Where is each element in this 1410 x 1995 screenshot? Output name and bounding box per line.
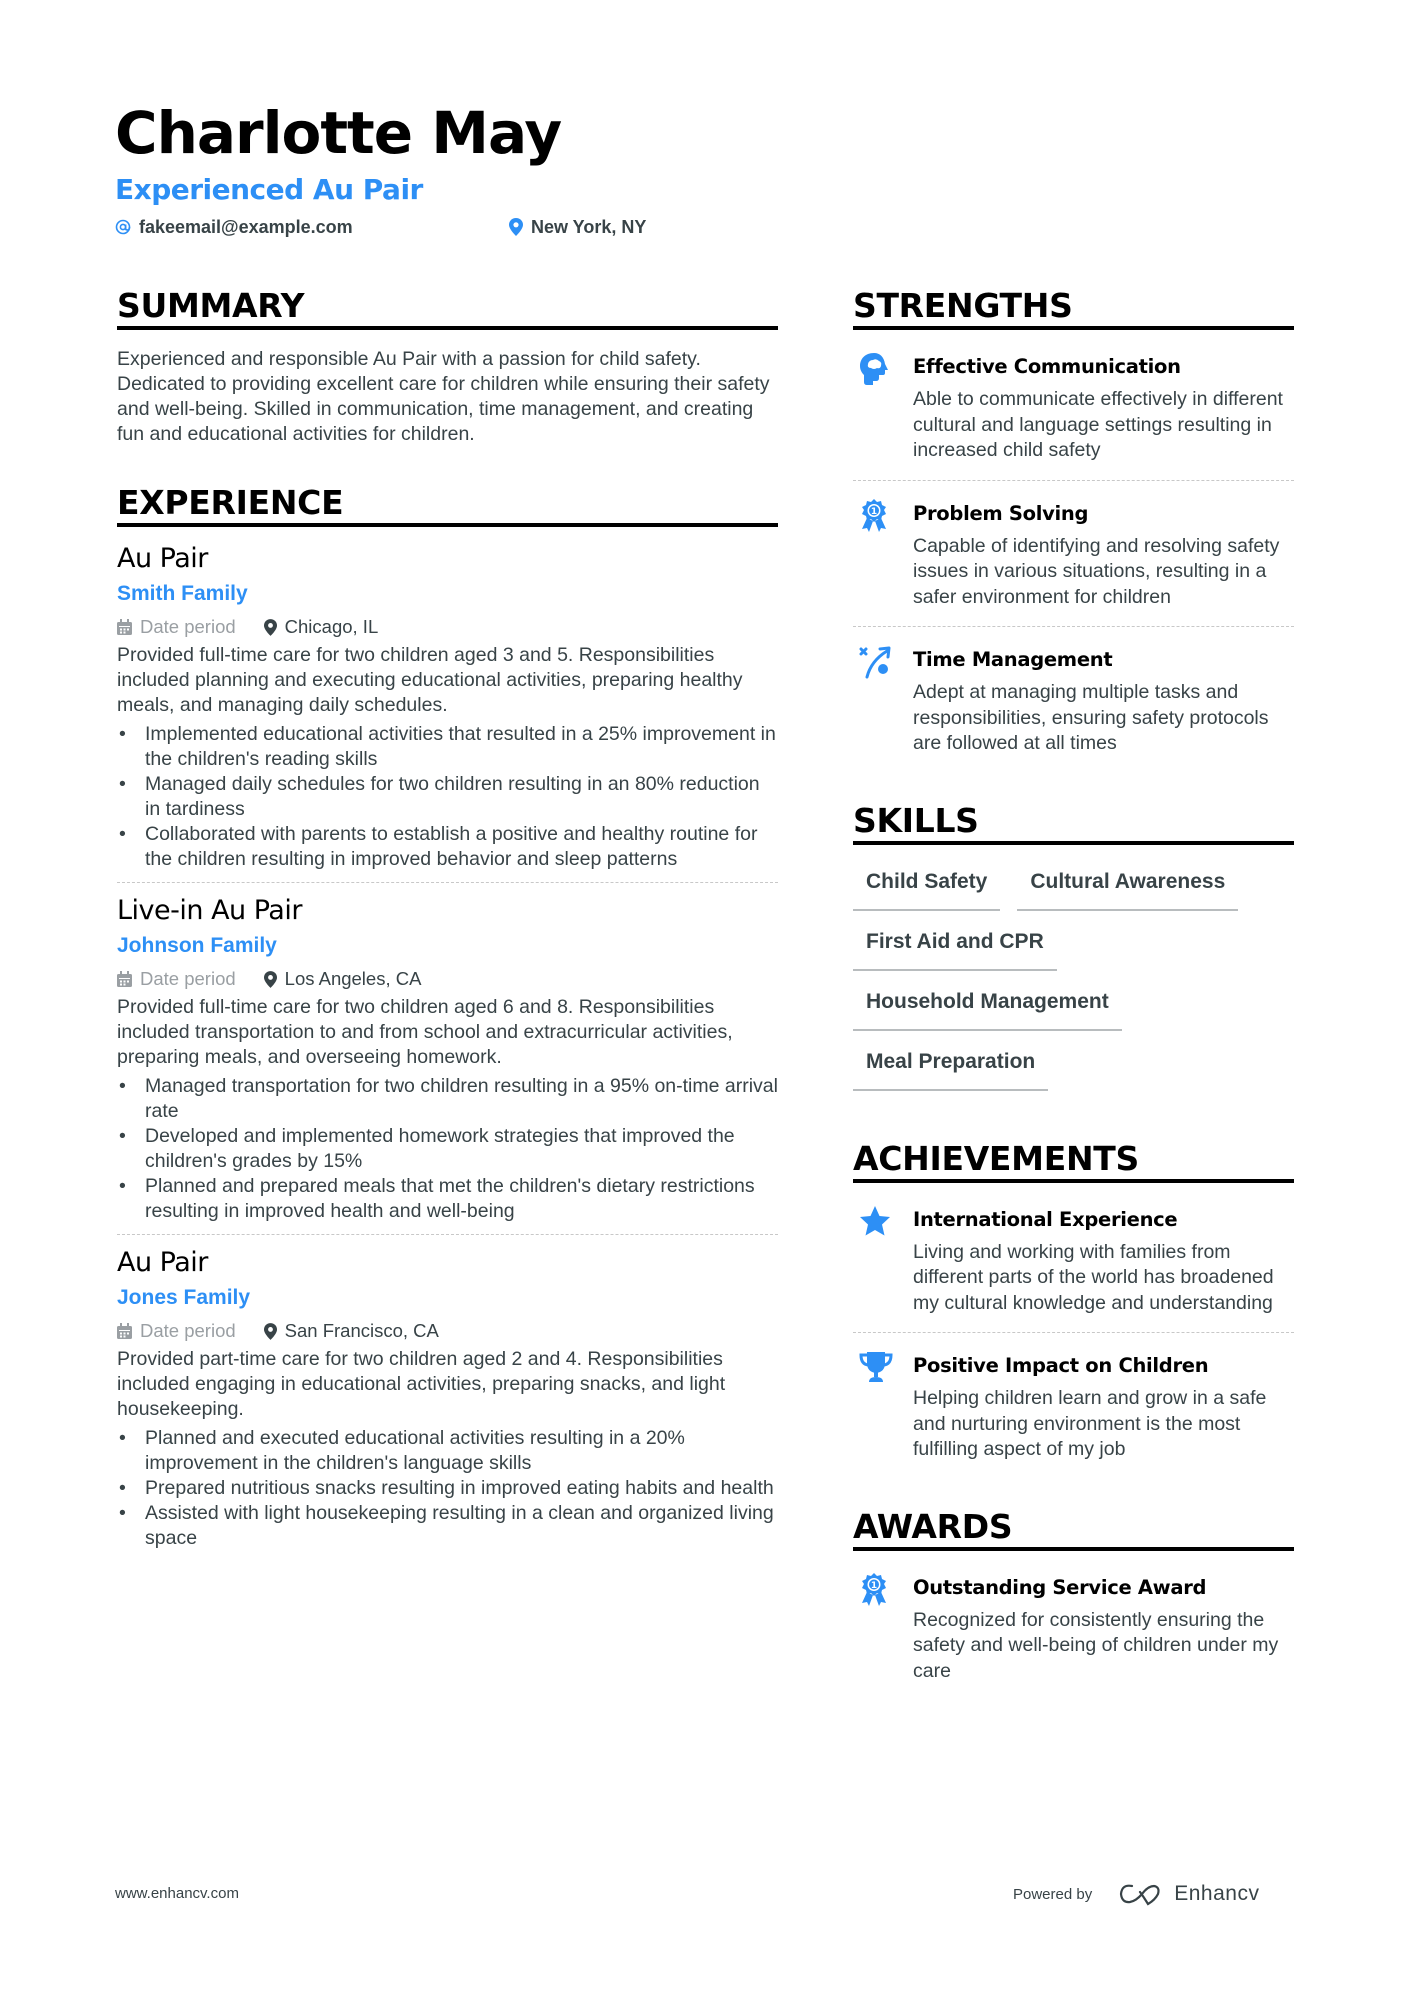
powered-by-label: Powered by [1013,1885,1093,1903]
strength-title: Time Management [913,648,1113,671]
website-link[interactable]: www.enhancv.com [115,1885,239,1902]
company-name: Smith Family [117,582,248,605]
bullet-item: • Managed daily schedules for two children resulting in an 80% reduction in tardiness [117,772,778,822]
skill-tag: First Aid and CPR [853,915,1057,971]
map-pin-icon [264,619,277,636]
bullet-item: • Planned and executed educational activities resulting in a 20% improvement in the children's language skills [117,1426,778,1476]
achievement-description: Living and working with families from different parts of the world has broadened my cultural knowledge and understanding [913,1240,1274,1314]
job-bullets [117,1426,778,1551]
location-text: New York, NY [531,216,647,237]
bullet-item: • Prepared nutritious snacks resulting in improved eating habits and health [117,1476,778,1501]
strength-description: Able to communicate effectively in different cultural and language settings resulting in increased child safety [913,388,1283,461]
bullet-item: • Collaborated with parents to establish a positive and healthy routine for the children resulting in improved behavior and sleep patterns [117,822,778,872]
strength-title: Effective Communication [913,355,1181,378]
bullet-item: • Planned and prepared meals that met the children's dietary restrictions resulting in improved health and well-being [117,1174,778,1224]
summary-text: Experienced and responsible Au Pair with a passion for child safety. Dedicated to providing excellent care for children while ensuring their safety and well-being. Skilled in communication, time management, and creating fun and educational activities for children. [117,348,770,445]
skill-tag: Child Safety [853,855,1000,911]
job-date: Date period [117,964,236,994]
achievement-title: International Experience [913,1207,1178,1231]
strengths-list [853,344,1294,773]
award-description: Recognized for consistently ensuring the safety and well-being of children under my care [913,1608,1279,1682]
job-description: Provided full-time care for two children aged 6 and 8. Responsibilities included transportation to and from school and extracurricular activities, preparing meals, and overseeing homework. [117,996,733,1068]
candidate-name: Charlotte May [115,99,562,167]
achievement-title: Positive Impact on Children [913,1354,1209,1377]
contact-location [509,217,646,238]
at-icon [115,219,131,235]
powered-by[interactable] [1013,1882,1259,1906]
strength-description: Adept at managing multiple tasks and responsibilities, ensuring safety protocols are followed at all times [913,681,1269,754]
bullet-item: • Implemented educational activities that resulted in a 25% improvement in the children's reading skills [117,722,778,772]
award-title: Outstanding Service Award [913,1575,1207,1599]
contact-row [115,216,1295,238]
company-name: Jones Family [117,1286,251,1309]
bullet-item: • Assisted with light housekeeping resulting in a clean and organized living space [117,1501,778,1551]
achievements-list [853,1197,1294,1479]
achievement-item [853,1197,1294,1333]
company-name: Johnson Family [117,934,277,957]
award-item [853,1565,1294,1701]
skill-tag: Meal Preparation [853,1035,1048,1091]
job-description: Provided full-time care for two children aged 3 and 5. Responsibilities included planning and executing educational activities, preparing healthy meals, and managing daily schedules. [117,644,743,716]
strengths-section [853,288,1294,773]
awards-heading: AWARDS [853,1509,1294,1551]
job-location: Chicago, IL [264,612,379,642]
job-entry [117,882,778,1234]
strength-item [853,480,1294,627]
medal-ribbon-icon [853,1573,913,1685]
job-entry [117,1234,778,1561]
strength-title: Problem Solving [913,501,1089,525]
right-column [853,288,1294,1700]
experience-heading: EXPERIENCE [117,485,778,527]
achievements-heading: ACHIEVEMENTS [853,1141,1294,1183]
strength-description: Capable of identifying and resolving safety issues in various situations, resulting in a safer environment for children [913,534,1280,608]
job-entry [117,541,778,882]
bullet-item: • Developed and implemented homework strategies that improved the children's grades by 15% [117,1124,778,1174]
left-column [117,288,778,1561]
job-location: San Francisco, CA [264,1316,439,1346]
skill-tag: Cultural Awareness [1017,855,1238,911]
job-meta [117,963,778,995]
achievement-item [853,1332,1294,1479]
trophy-icon [853,1351,913,1463]
experience-section [117,485,778,1561]
job-date: Date period [117,1316,236,1346]
job-meta [117,611,778,643]
job-description: Provided part-time care for two children aged 2 and 4. Responsibilities included engaging in educational activities, preparing snacks, and light housekeeping. [117,1348,726,1420]
medal-ribbon-icon [853,499,913,611]
job-title: Au Pair [117,1247,208,1278]
skills-list [853,855,1294,1095]
summary-section [117,288,778,447]
map-pin-icon [264,971,277,988]
strategy-arrow-icon [853,645,913,757]
skill-tag: Household Management [853,975,1122,1031]
achievement-description: Helping children learn and grow in a safe and nurturing environment is the most fulfilling aspect of my job [913,1387,1267,1460]
head-brain-icon [853,352,913,464]
resume-header [115,98,1295,238]
contact-email[interactable] [115,217,353,238]
job-title: Live-in Au Pair [117,895,302,926]
skills-heading: SKILLS [853,803,1294,845]
achievements-section [853,1138,1294,1479]
job-date: Date period [117,612,236,642]
map-pin-icon [509,218,523,236]
calendar-icon [117,1323,132,1339]
job-title: Au Pair [117,543,208,574]
calendar-icon [117,619,132,635]
strengths-heading: STRENGTHS [853,288,1294,330]
skills-section [853,800,1294,1095]
enhancv-brand: Enhancv [1174,1882,1260,1905]
enhancv-logo-icon [1118,1882,1164,1906]
candidate-title: Experienced Au Pair [115,173,423,206]
awards-section [853,1506,1294,1701]
strength-item [853,626,1294,773]
email-text: fakeemail@example.com [139,216,353,237]
job-bullets [117,1074,778,1224]
map-pin-icon [264,1323,277,1340]
svg-text:1: 1 [870,1580,878,1591]
awards-list [853,1565,1294,1701]
calendar-icon [117,971,132,987]
job-location: Los Angeles, CA [264,964,422,994]
job-bullets [117,722,778,872]
svg-text:1: 1 [870,506,878,517]
star-icon [853,1205,913,1317]
strength-item [853,344,1294,480]
footer [115,1882,1295,1906]
bullet-item: • Managed transportation for two children resulting in a 95% on-time arrival rate [117,1074,778,1124]
summary-heading: SUMMARY [117,288,778,330]
job-meta [117,1315,778,1347]
